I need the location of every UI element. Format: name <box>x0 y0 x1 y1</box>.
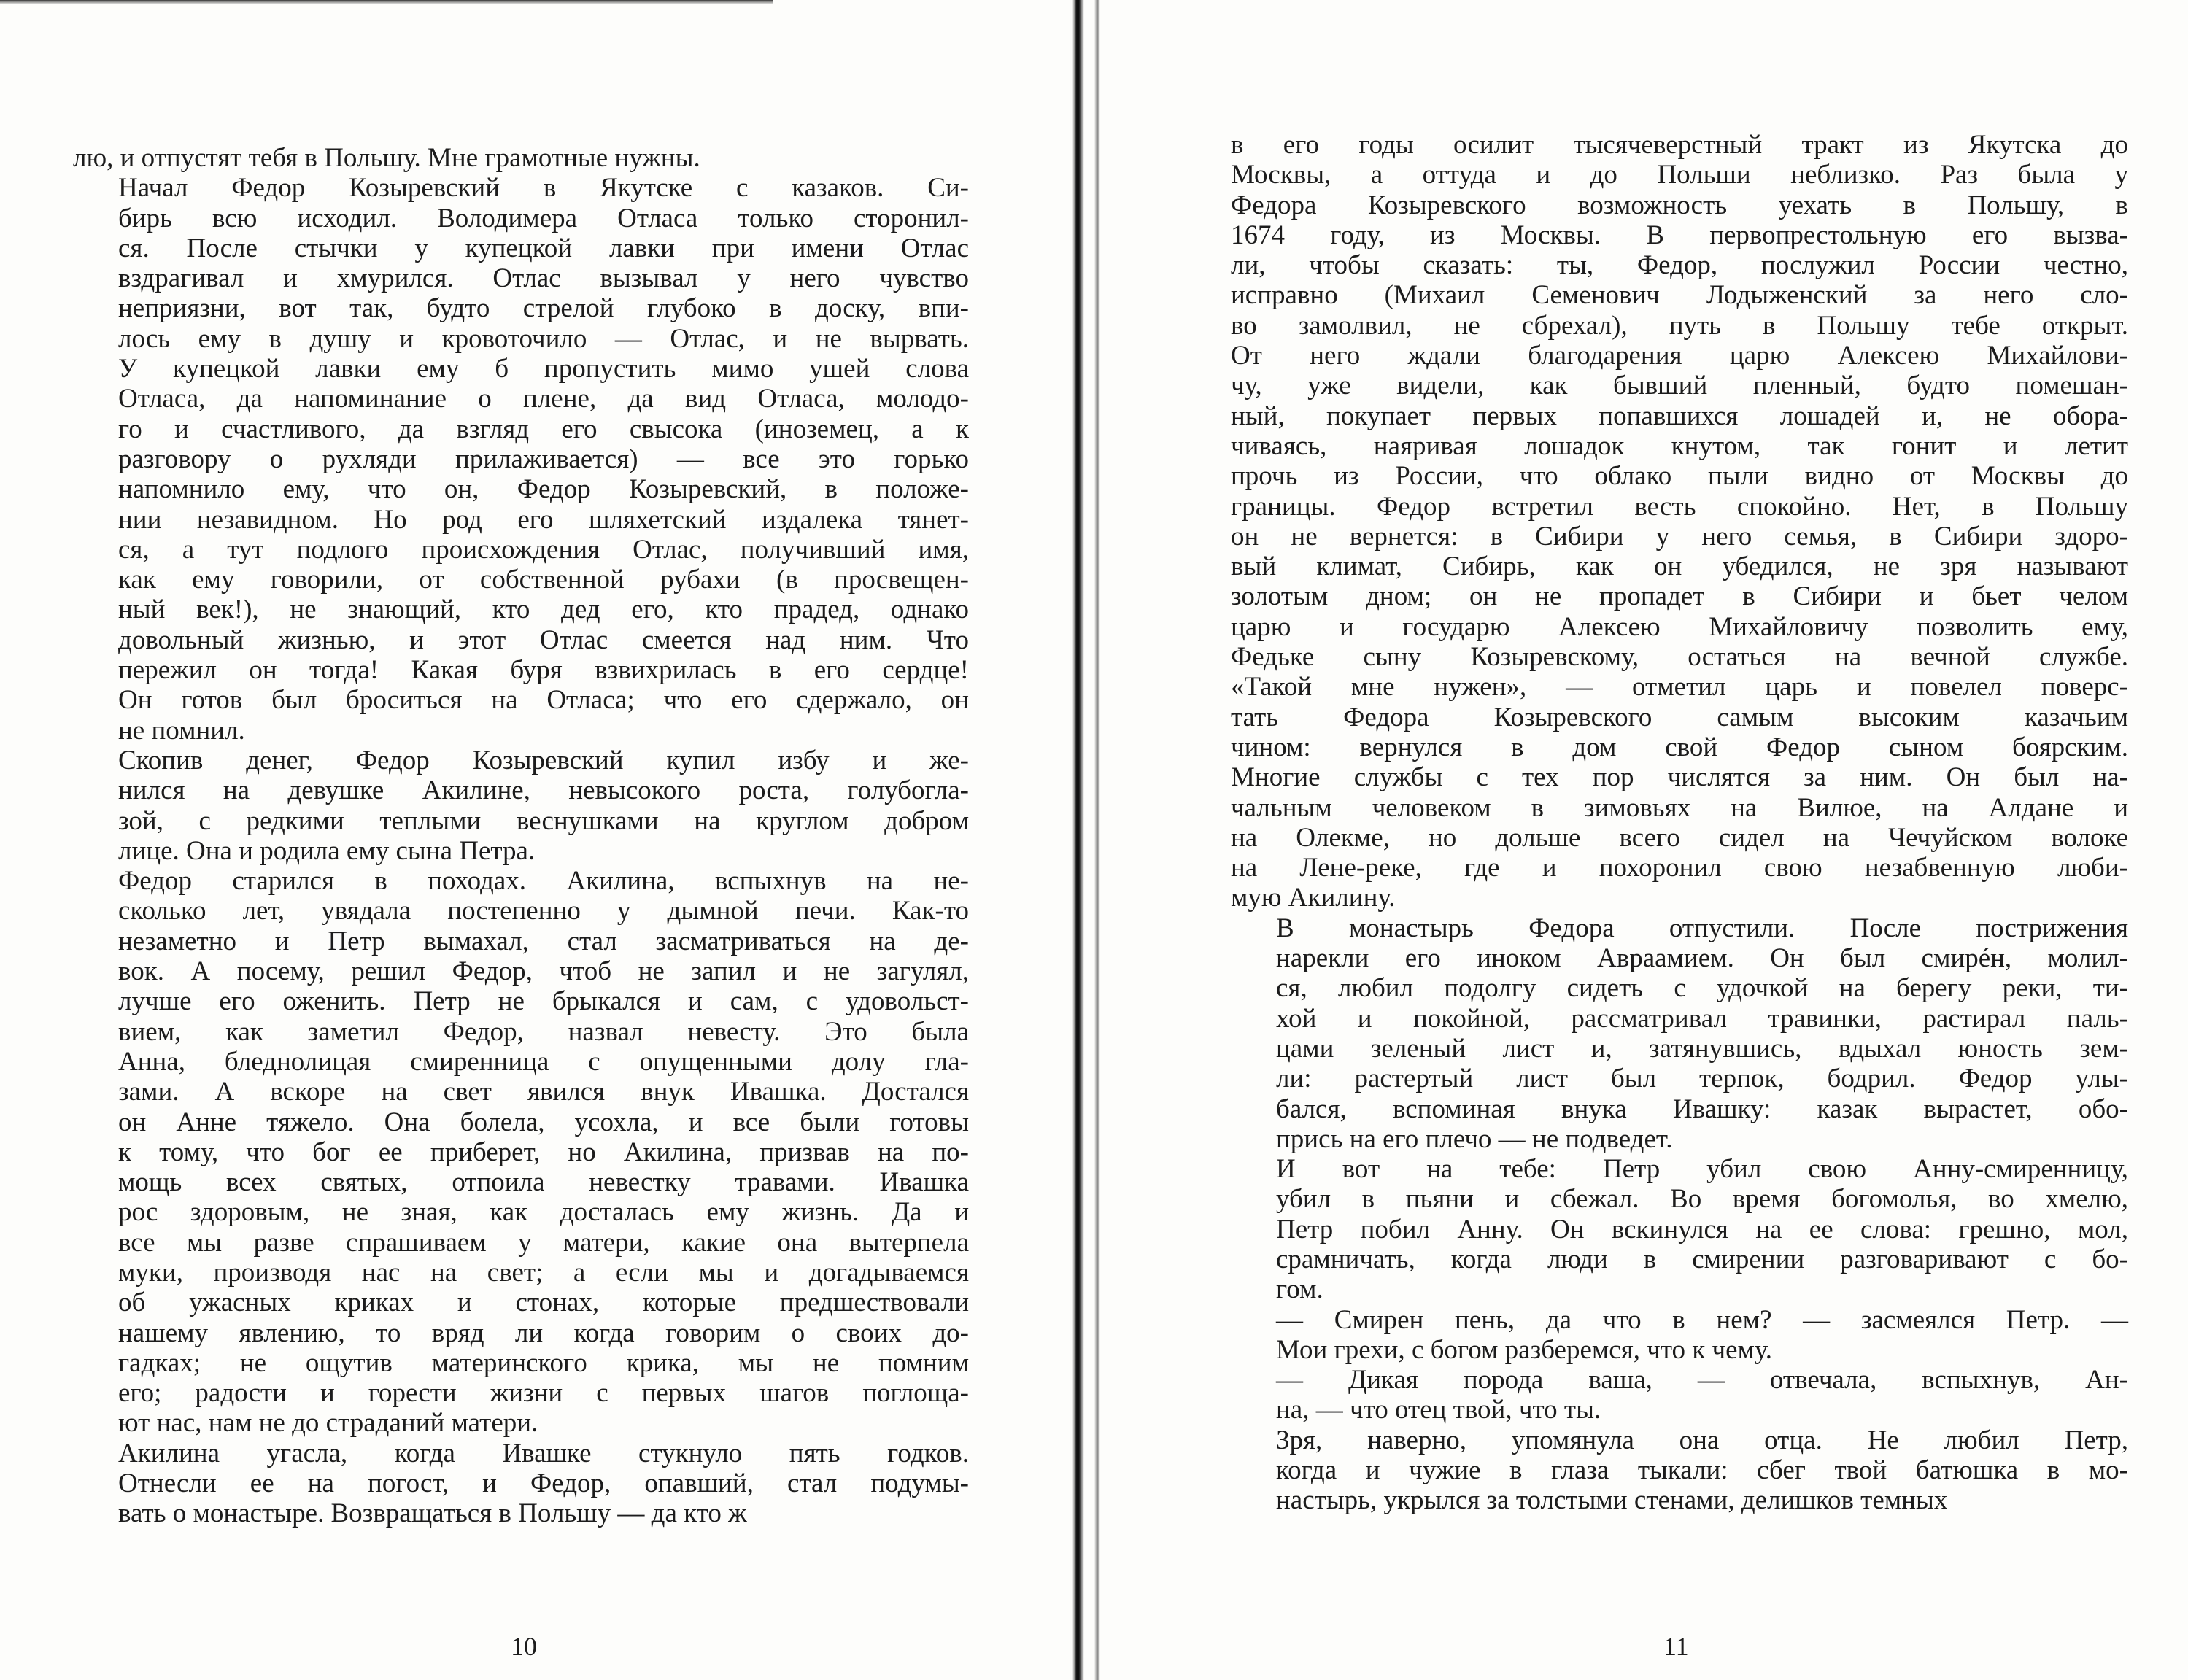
text-line: вый климат, Сибирь, как он убедился, не зря называют <box>1231 551 2128 582</box>
text-line: вок. А посему, решил Федор, чтоб не запил и не загулял, <box>118 956 969 987</box>
text-line: царю и государю Алексею Михайловичу позволить ему, <box>1231 611 2128 642</box>
text-line: В монастырь Федора отпустили. После пострижения <box>1276 913 2128 943</box>
text-line: — Дикая порода ваша, — отвечала, вспыхнув, Ан- <box>1276 1365 2128 1396</box>
text-line: Зря, наверно, упомянула она отца. Не любил Петр, <box>1276 1425 2128 1455</box>
text-line: чальным человеком в зимовьях на Вилюе, на Алдане и <box>1231 792 2128 823</box>
text-line: У купецкой лавки ему б пропустить мимо ушей слова <box>118 354 969 384</box>
text-line: И вот на тебе: Петр убил свою Анну-смиренницу, <box>1276 1154 2128 1185</box>
text-line: настырь, укрылся за толстыми стенами, делишков темных <box>1276 1485 1948 1516</box>
text-line: в его годы осилит тысячеверстный тракт из Якутска до <box>1231 130 2128 160</box>
text-line: как ему говорили, от собственной рубахи (в просвещен- <box>118 565 969 595</box>
paragraph <box>73 173 969 746</box>
text-line: во замолвил, не сбрехал), путь в Польшу тебе открыт. <box>1231 310 2128 341</box>
text-line: мощь всех святых, отпоила невестку травами. Ивашка <box>118 1167 969 1198</box>
text-line: мую Акилину. <box>1231 883 1396 913</box>
text-line: прись на его плечо — не подведет. <box>1276 1123 1673 1154</box>
text-line: зами. А вскоре на свет явился внук Ивашка. Достался <box>118 1077 969 1107</box>
paragraph <box>1231 1365 2128 1425</box>
text-line: гом. <box>1276 1274 1323 1305</box>
page-number-left: 10 <box>511 1632 537 1661</box>
text-line: Начал Федор Козыревский в Якутске с казаков. Си- <box>118 173 969 204</box>
paragraph <box>73 746 969 866</box>
text-line: Акилина угасла, когда Ивашке стукнуло пять годков. <box>118 1438 969 1468</box>
text-line: Москвы, а оттуда и до Польши неблизко. Раз была у <box>1231 160 2128 190</box>
text-line: довольный жизнью, и этот Отлас смеется над ним. Что <box>118 624 969 655</box>
text-line: нарекли его иноком Авраамием. Он был смирéн, молил- <box>1276 943 2128 974</box>
text-line: го и счастливого, да взгляд его свысока (иноземец, а к <box>118 414 969 444</box>
text-line: напомнило ему, что он, Федор Козыревский, в положе- <box>118 474 969 505</box>
text-line: тать Федора Козыревского самым высоким казачьим <box>1231 702 2128 732</box>
text-line: нии незавидном. Но род его шляхетский издалека тянет- <box>118 504 969 535</box>
text-line: он Анне тяжело. Она болела, усохла, и все были готовы <box>118 1107 969 1137</box>
text-line: Петр побил Анну. Он вскинулся на ее слова: грешно, мол, <box>1276 1214 2128 1244</box>
text-line: убил в пьяни и сбежал. Во время богомолья, во хмелю, <box>1276 1184 2128 1215</box>
text-line: границы. Федор встретил весть спокойно. Нет, в Польшу <box>1231 491 2128 522</box>
text-line: на Олекме, но дольше всего сидел на Чечуйском волоке <box>1231 822 2128 853</box>
text-line: Анна, бледнолицая смиренница с опущенными долу гла- <box>118 1046 969 1077</box>
text-line: гадках; не ощутив материнского крика, мы не помним <box>118 1347 969 1378</box>
text-line: ся, любил подолгу сидеть с удочкой на берегу реки, ти- <box>1276 973 2128 1004</box>
text-line: ся. После стычки у купецкой лавки при имени Отлас <box>118 233 969 263</box>
paragraph <box>73 1439 969 1529</box>
text-line: 1674 году, из Москвы. В первопрестольную его вызва- <box>1231 220 2128 250</box>
text-line: «Такой мне нужен», — отметил царь и повелел поверс- <box>1231 672 2128 702</box>
text-line: ный, покупает первых попавшихся лошадей и, не обора- <box>1231 400 2128 431</box>
text-line: Отнесли ее на погост, и Федор, опавший, стал подумы- <box>118 1468 969 1499</box>
text-line: лю, и отпустят тебя в Польшу. Мне грамотные нужны. <box>73 143 700 173</box>
text-line: золотым дном; он не пропадет в Сибири и бьет челом <box>1231 581 2128 612</box>
text-line: бирь всю исходил. Володимера Отласа только сторонил- <box>118 203 969 233</box>
left-page-text <box>73 143 969 1529</box>
text-line: его; радости и горести жизни с первых шагов поглоща- <box>118 1378 969 1409</box>
text-line: рос здоровым, не зная, как досталась ему жизнь. Да и <box>118 1197 969 1228</box>
paragraph <box>73 143 969 173</box>
paragraph <box>1231 130 2128 913</box>
text-line: лице. Она и родила ему сына Петра. <box>118 835 536 866</box>
text-line: чином: вернулся в дом свой Федор сыном боярским. <box>1231 732 2128 762</box>
text-line: на Лене-реке, где и похоронил свою незабвенную люби- <box>1231 853 2128 883</box>
right-page-text <box>1231 130 2128 1516</box>
paragraph <box>1231 1154 2128 1304</box>
text-line: хой и покойной, рассматривал травинки, растирал паль- <box>1276 1003 2128 1034</box>
text-line: к тому, что бог ее приберет, но Акилина, призвав на по- <box>118 1137 969 1167</box>
text-line: ют нас, нам не до страданий матери. <box>118 1408 538 1439</box>
text-line: срамничать, когда люди в смирении разговаривают с бо- <box>1276 1244 2128 1274</box>
right-page <box>1102 0 2188 1680</box>
text-line: чиваясь, наяривая лошадок кнутом, так гонит и летит <box>1231 430 2128 461</box>
text-line: От него ждали благодарения царю Алексею Михайлови- <box>1231 341 2128 371</box>
text-line: чу, уже видели, как бывший пленный, будто помешан- <box>1231 371 2128 401</box>
paragraph <box>1231 1305 2128 1366</box>
text-line: вздрагивал и хмурился. Отлас вызывал у него чувство <box>118 263 969 294</box>
text-line: ли, чтобы сказать: ты, Федор, послужил России честно, <box>1231 250 2128 281</box>
text-line: разговору о рухляди прилаживается) — все это горько <box>118 444 969 474</box>
text-line: цами зеленый лист и, затянувшись, вдыхал юность зем- <box>1276 1033 2128 1064</box>
page-number-right: 11 <box>1663 1632 1689 1661</box>
text-line: нашему явлению, то вряд ли когда говорим о своих до- <box>118 1317 969 1348</box>
paragraph <box>1231 913 2128 1154</box>
text-line: нился на девушке Акилине, невысокого роста, голубогла- <box>118 775 969 806</box>
text-line: вием, как заметил Федор, назвал невесту. Это была <box>118 1016 969 1047</box>
text-line: ный век!), не знающий, кто дед его, кто прадед, однако <box>118 595 969 625</box>
text-line: лучше его оженить. Петр не брыкался и сам, с удовольст- <box>118 986 969 1017</box>
text-line: Мои грехи, с богом разберемся, что к чему. <box>1276 1334 1772 1365</box>
text-line: незаметно и Петр вымахал, стал засматриваться на де- <box>118 926 969 956</box>
text-line: Он готов был броситься на Отласа; что его сдержало, он <box>118 685 969 716</box>
text-line: Федора Козыревского возможность уехать в Польшу, в <box>1231 190 2128 220</box>
text-line: не помнил. <box>118 715 245 746</box>
text-line: лось ему в душу и кровоточило — Отлас, и не вырвать. <box>118 323 969 354</box>
text-line: все мы разве спрашиваем у матери, какие она вытерпела <box>118 1227 969 1258</box>
book-gutter <box>1072 0 1084 1680</box>
text-line: муки, производя нас на свет; а если мы и догадываемся <box>118 1257 969 1288</box>
text-line: исправно (Михаил Семенович Лодыженский за него сло- <box>1231 280 2128 311</box>
text-line: — Смирен пень, да что в нем? — засмеялся Петр. — <box>1276 1304 2128 1335</box>
text-line: ли: растертый лист был терпок, бодрил. Федор улы- <box>1276 1064 2128 1094</box>
text-line: неприязни, вот так, будто стрелой глубоко в доску, впи- <box>118 293 969 324</box>
text-line: сколько лет, увядала постепенно у дымной печи. Как-то <box>118 896 969 926</box>
text-line: когда и чужие в глаза тыкали: сбег твой батюшка в мо- <box>1276 1455 2128 1486</box>
text-line: зой, с редкими теплыми веснушками на круглом добром <box>118 805 969 836</box>
text-line: Скопив денег, Федор Козыревский купил избу и же- <box>118 745 969 775</box>
text-line: он не вернется: в Сибири у него семья, в Сибири здоро- <box>1231 521 2128 551</box>
text-line: пережил он тогда! Какая буря взвихрилась в его сердце! <box>118 655 969 686</box>
text-line: Федор старился в походах. Акилина, вспыхнув на не- <box>118 866 969 897</box>
text-line: об ужасных криках и стонах, которые предшествовали <box>118 1288 969 1318</box>
paragraph <box>1231 1425 2128 1516</box>
text-line: Отласа, да напоминание о плене, да вид Отласа, молодо- <box>118 384 969 414</box>
text-line: Федьке сыну Козыревскому, остаться на вечной службе. <box>1231 642 2128 673</box>
left-page <box>0 0 1072 1680</box>
book-gutter-shadow <box>1094 0 1100 1680</box>
text-line: Многие службы с тех пор числятся за ним. Он был на- <box>1231 762 2128 793</box>
text-line: ся, а тут подлого происхождения Отлас, получивший имя, <box>118 534 969 565</box>
paragraph <box>73 866 969 1439</box>
text-line: бался, вспоминая внука Ивашку: казак вырастет, обо- <box>1276 1093 2128 1124</box>
text-line: вать о монастыре. Возвращаться в Польшу — да кто ж <box>118 1498 747 1529</box>
text-line: прочь из России, что облако пыли видно от Москвы до <box>1231 461 2128 492</box>
text-line: на, — что отец твой, что ты. <box>1276 1395 1601 1425</box>
